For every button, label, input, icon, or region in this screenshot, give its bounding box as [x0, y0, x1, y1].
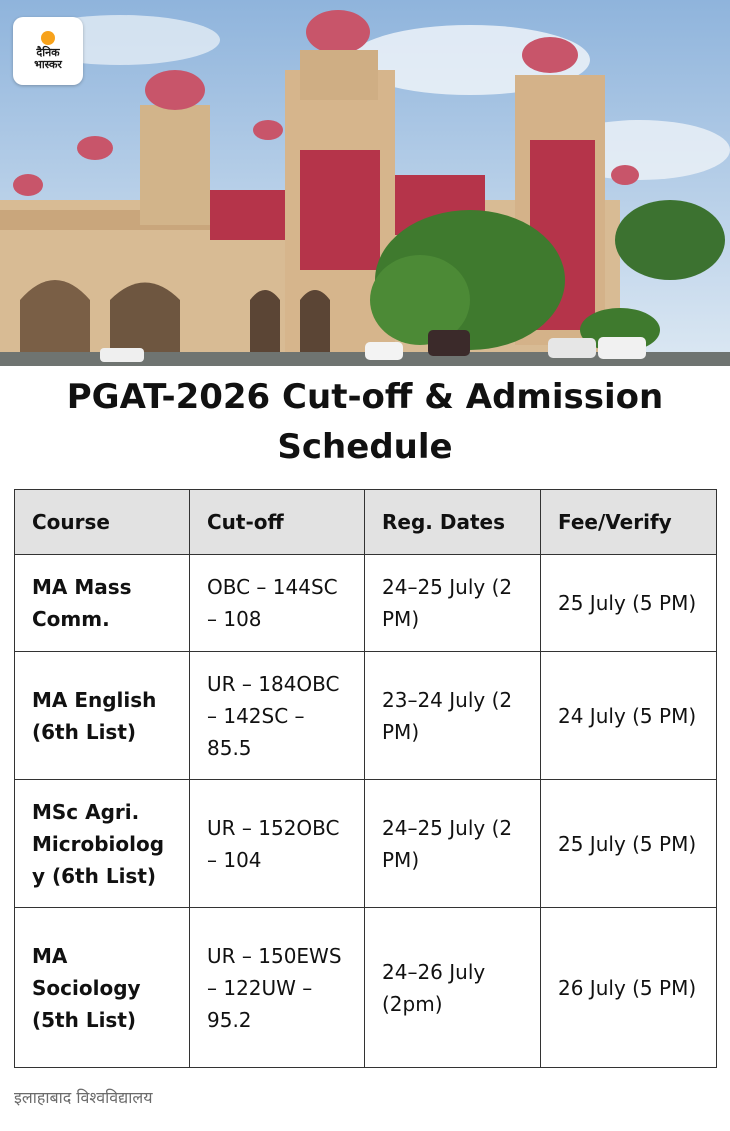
course-cell: MSc Agri. Microbiology (6th List): [15, 780, 190, 908]
reg-dates-cell: 24–26 July (2pm): [365, 908, 541, 1068]
table-row: [15, 652, 717, 780]
header-fee-verify: Fee/Verify: [541, 490, 717, 555]
cutoff-cell: UR – 150EWS – 122UW – 95.2: [190, 908, 365, 1068]
cutoff-cell: OBC – 144SC – 108: [190, 555, 365, 652]
course-cell: MA Sociology (5th List): [15, 908, 190, 1068]
university-building-photo: [0, 0, 730, 366]
table-header-row: [15, 490, 717, 555]
cutoff-cell: UR – 184OBC – 142SC – 85.5: [190, 652, 365, 780]
hero-photo: [0, 0, 730, 366]
sun-icon: [41, 31, 55, 45]
header-cutoff: Cut-off: [190, 490, 365, 555]
dainik-bhaskar-logo: [13, 17, 83, 85]
fee-verify-cell: 25 July (5 PM): [541, 780, 717, 908]
fee-verify-cell: 24 July (5 PM): [541, 652, 717, 780]
table-row: [15, 555, 717, 652]
page-title: PGAT-2026 Cut-off & Admission Schedule: [66, 377, 664, 467]
reg-dates-cell: 24–25 July (2 PM): [365, 555, 541, 652]
fee-verify-cell: 26 July (5 PM): [541, 908, 717, 1068]
header-reg-dates: Reg. Dates: [365, 490, 541, 555]
reg-dates-cell: 23–24 July (2 PM): [365, 652, 541, 780]
table-row: [15, 780, 717, 908]
logo-line-1: दैनिक: [36, 46, 60, 59]
table-row: [15, 908, 717, 1068]
fee-verify-cell: 25 July (5 PM): [541, 555, 717, 652]
logo-line-2: भास्कर: [34, 58, 62, 71]
header-course: Course: [15, 490, 190, 555]
photo-caption: इलाहाबाद विश्वविद्यालय: [14, 1088, 153, 1107]
course-cell: MA Mass Comm.: [15, 555, 190, 652]
reg-dates-cell: 24–25 July (2 PM): [365, 780, 541, 908]
course-cell: MA English (6th List): [15, 652, 190, 780]
cutoff-cell: UR – 152OBC – 104: [190, 780, 365, 908]
schedule-table: [14, 489, 717, 1068]
